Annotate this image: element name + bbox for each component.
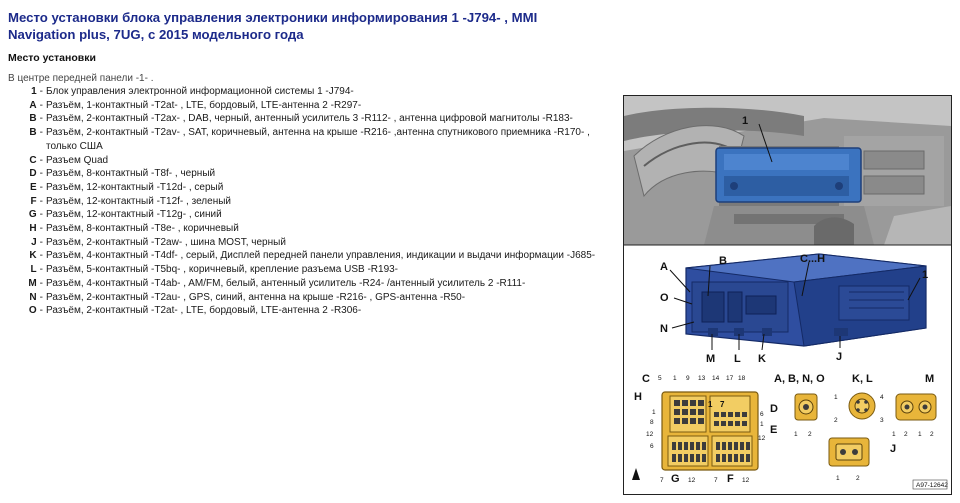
installation-figure [623, 95, 952, 495]
pin-bottom-1: 12 [688, 477, 696, 484]
legend-text: Разъём, 12-контактный -T12f- , зеленый [46, 195, 231, 207]
legend-key: K [29, 250, 37, 262]
label-g: G [671, 473, 680, 485]
legend-text: Разъём, 4-контактный -T4df- , серый, Дисплей передней панели управления, индикации и выдачи информации -J685- [46, 250, 596, 262]
legend-text: Разъём, 2-контактный -T2ax- , DAB, черный, антенный усилитель 3 -R112- , антенна цифровой магнитолы -R183- [46, 113, 573, 125]
legend-key: B [29, 127, 37, 139]
pin-m-3: 2 [930, 431, 934, 438]
legend-key: N [29, 291, 37, 303]
pin-top-4: 14 [712, 375, 720, 382]
legend-item: C - Разъем Quad [8, 154, 616, 168]
legend-key: E [29, 181, 37, 193]
legend-key: B [29, 113, 37, 125]
pin-bottom-0: 7 [660, 477, 664, 484]
legend-text: Разъём, 4-контактный -T4ab- , AM/FM, белый, антенный усилитель -R24- /антенный усилитель 2 -R111- [46, 277, 526, 289]
legend-key: D [29, 168, 37, 180]
legend-item: 1 - Блок управления электронной информационной системы 1 -J794- [8, 85, 616, 99]
figure-svg [624, 96, 951, 494]
pin-bno-0: 1 [794, 431, 798, 438]
top-label-1: 1 [742, 115, 749, 127]
figure-ref-code: A97-12642 [916, 482, 948, 489]
legend-item: D - Разъём, 8-контактный -T8f- , черный [8, 167, 616, 181]
pin-top-6: 18 [738, 375, 746, 382]
pin-m-1: 2 [904, 431, 908, 438]
legend-key: A [29, 99, 37, 111]
mid-label-a: A [660, 261, 668, 273]
legend-text: Разъём, 5-контактный -T5bq- , коричневый, крепление разъема USB -R193- [46, 264, 399, 276]
orientation-arrow-icon [632, 468, 640, 480]
pin-left-3: 6 [650, 443, 654, 450]
mid-label-m: M [706, 353, 716, 365]
pin-bottom-3: 12 [742, 477, 750, 484]
legend-key: G [28, 209, 37, 221]
label-m: M [925, 373, 935, 385]
legend-item: G - Разъём, 12-контактный -T12g- , синий [8, 208, 616, 222]
mid-label-1: 1 [922, 269, 929, 281]
pin-j-1: 2 [856, 475, 860, 482]
pin-bno-1: 2 [808, 431, 812, 438]
pin-inner-0: 1 [708, 400, 713, 409]
section-subtitle: Место установки [8, 52, 96, 64]
pin-kl-0: 1 [834, 394, 838, 401]
label-d: D [770, 403, 778, 415]
legend-item: L - Разъём, 5-контактный -T5bq- , коричневый, крепление разъема USB -R193- [8, 263, 616, 277]
pin-m-2: 1 [918, 431, 922, 438]
pin-top-2: 9 [686, 375, 690, 382]
legend-text: Разъём, 2-контактный -T2aw- , шина MOST, черный [46, 236, 286, 248]
mid-label-ch: C...H [800, 253, 826, 265]
legend-item: K - Разъём, 4-контактный -T4df- , серый, Дисплей передней панели управления, индикации и выдачи информации -J685- [8, 249, 616, 263]
legend-text: Разъём, 8-контактный -T8e- , коричневый [46, 223, 239, 235]
legend-item: H - Разъём, 8-контактный -T8e- , коричневый [8, 222, 616, 236]
label-bno: A, B, N, O [774, 373, 825, 385]
label-e: E [770, 424, 778, 436]
legend-list [8, 85, 616, 318]
pin-bottom-2: 7 [714, 477, 718, 484]
pin-j-0: 1 [836, 475, 840, 482]
legend-key: L [30, 264, 37, 276]
dashboard-view [624, 96, 951, 245]
legend-item: M - Разъём, 4-контактный -T4ab- , AM/FM, белый, антенный усилитель -R24- /антенный усилитель 2 -R111- [8, 277, 616, 291]
legend-text: Разъём, 2-контактный -T2au- , GPS, синий, антенна на крыше -R216- , GPS-антенна -R50- [46, 291, 466, 303]
legend-item: E - Разъём, 12-контактный -T12d- , серый [8, 181, 616, 195]
legend-text: Разъём, 2-контактный -T2at- , LTE, бордовый, LTE-антенна 2 -R306- [46, 305, 362, 317]
mid-label-k: K [758, 353, 766, 365]
pin-kl-1: 2 [834, 417, 838, 424]
mid-label-l: L [734, 353, 741, 365]
mid-label-n: N [660, 323, 668, 335]
legend-item: J - Разъём, 2-контактный -T2aw- , шина MOST, черный [8, 236, 616, 250]
mid-label-j: J [836, 351, 843, 363]
legend-text: Разъём, 8-контактный -T8f- , черный [46, 168, 216, 180]
pin-kl-2: 4 [880, 394, 884, 401]
legend-key: C [29, 154, 37, 166]
mid-label-o: O [660, 292, 669, 304]
legend-key: F [30, 195, 37, 207]
legend-key: H [29, 223, 37, 235]
pin-right-2: 12 [758, 435, 766, 442]
legend-text: Разъём, 2-контактный -T2av- , SAT, коричневый, антенна на крыше -R216- ,антенна спутникового приемника -R170- , только США [46, 127, 590, 152]
pin-left-0: 1 [652, 409, 656, 416]
label-h: H [634, 391, 642, 403]
label-c: C [642, 373, 650, 385]
legend-key: 1 [31, 86, 37, 97]
location-text: В центре передней панели -1- . [8, 73, 154, 84]
pin-top-1: 1 [673, 375, 677, 382]
legend-text: Блок управления электронной информационной системы 1 -J794- [46, 86, 354, 97]
legend-item: B - Разъём, 2-контактный -T2ax- , DAB, черный, антенный усилитель 3 -R112- , антенна цифровой магнитолы -R183- [8, 112, 616, 126]
legend-text: Разъём, 12-контактный -T12d- , серый [46, 181, 224, 193]
legend-item: A - Разъём, 1-контактный -T2at- , LTE, бордовый, LTE-антенна 2 -R297- [8, 99, 616, 113]
legend-text: Разъём, 1-контактный -T2at- , LTE, бордовый, LTE-антенна 2 -R297- [46, 99, 362, 111]
label-kl: K, L [852, 373, 873, 385]
legend-text: Разъём, 12-контактный -T12g- , синий [46, 209, 222, 221]
pin-right-1: 1 [760, 421, 764, 428]
legend-item: F - Разъём, 12-контактный -T12f- , зеленый [8, 195, 616, 209]
mid-label-b: B [719, 255, 727, 267]
legend-key: M [28, 277, 37, 289]
legend-text: Разъем Quad [46, 154, 109, 166]
label-j: J [890, 443, 897, 455]
pin-left-2: 12 [646, 431, 654, 438]
connector-pinouts [632, 373, 948, 489]
legend-item: B - Разъём, 2-контактный -T2av- , SAT, коричневый, антенна на крыше -R216- ,антенна спутникового приемника -R170- , только США [8, 126, 616, 153]
pin-kl-3: 3 [880, 417, 884, 424]
page-title: Место установки блока управления электроники информирования 1 -J794- , MMI Navigation plus, 7UG, с 2015 модельного года [8, 10, 538, 42]
pin-top-3: 13 [698, 375, 706, 382]
legend-key: O [28, 305, 37, 317]
pin-top-5: 17 [726, 375, 734, 382]
control-unit-view [660, 253, 928, 365]
legend-key: J [31, 236, 37, 248]
pin-inner-1: 7 [720, 400, 725, 409]
pin-right-0: 6 [760, 411, 764, 418]
pin-m-0: 1 [892, 431, 896, 438]
pin-left-1: 8 [650, 419, 654, 426]
pin-top-0: 5 [658, 375, 662, 382]
legend-item: O - Разъём, 2-контактный -T2at- , LTE, бордовый, LTE-антенна 2 -R306- [8, 304, 616, 318]
label-f: F [727, 473, 734, 485]
legend-item: N - Разъём, 2-контактный -T2au- , GPS, синий, антенна на крыше -R216- , GPS-антенна -R50- [8, 291, 616, 305]
